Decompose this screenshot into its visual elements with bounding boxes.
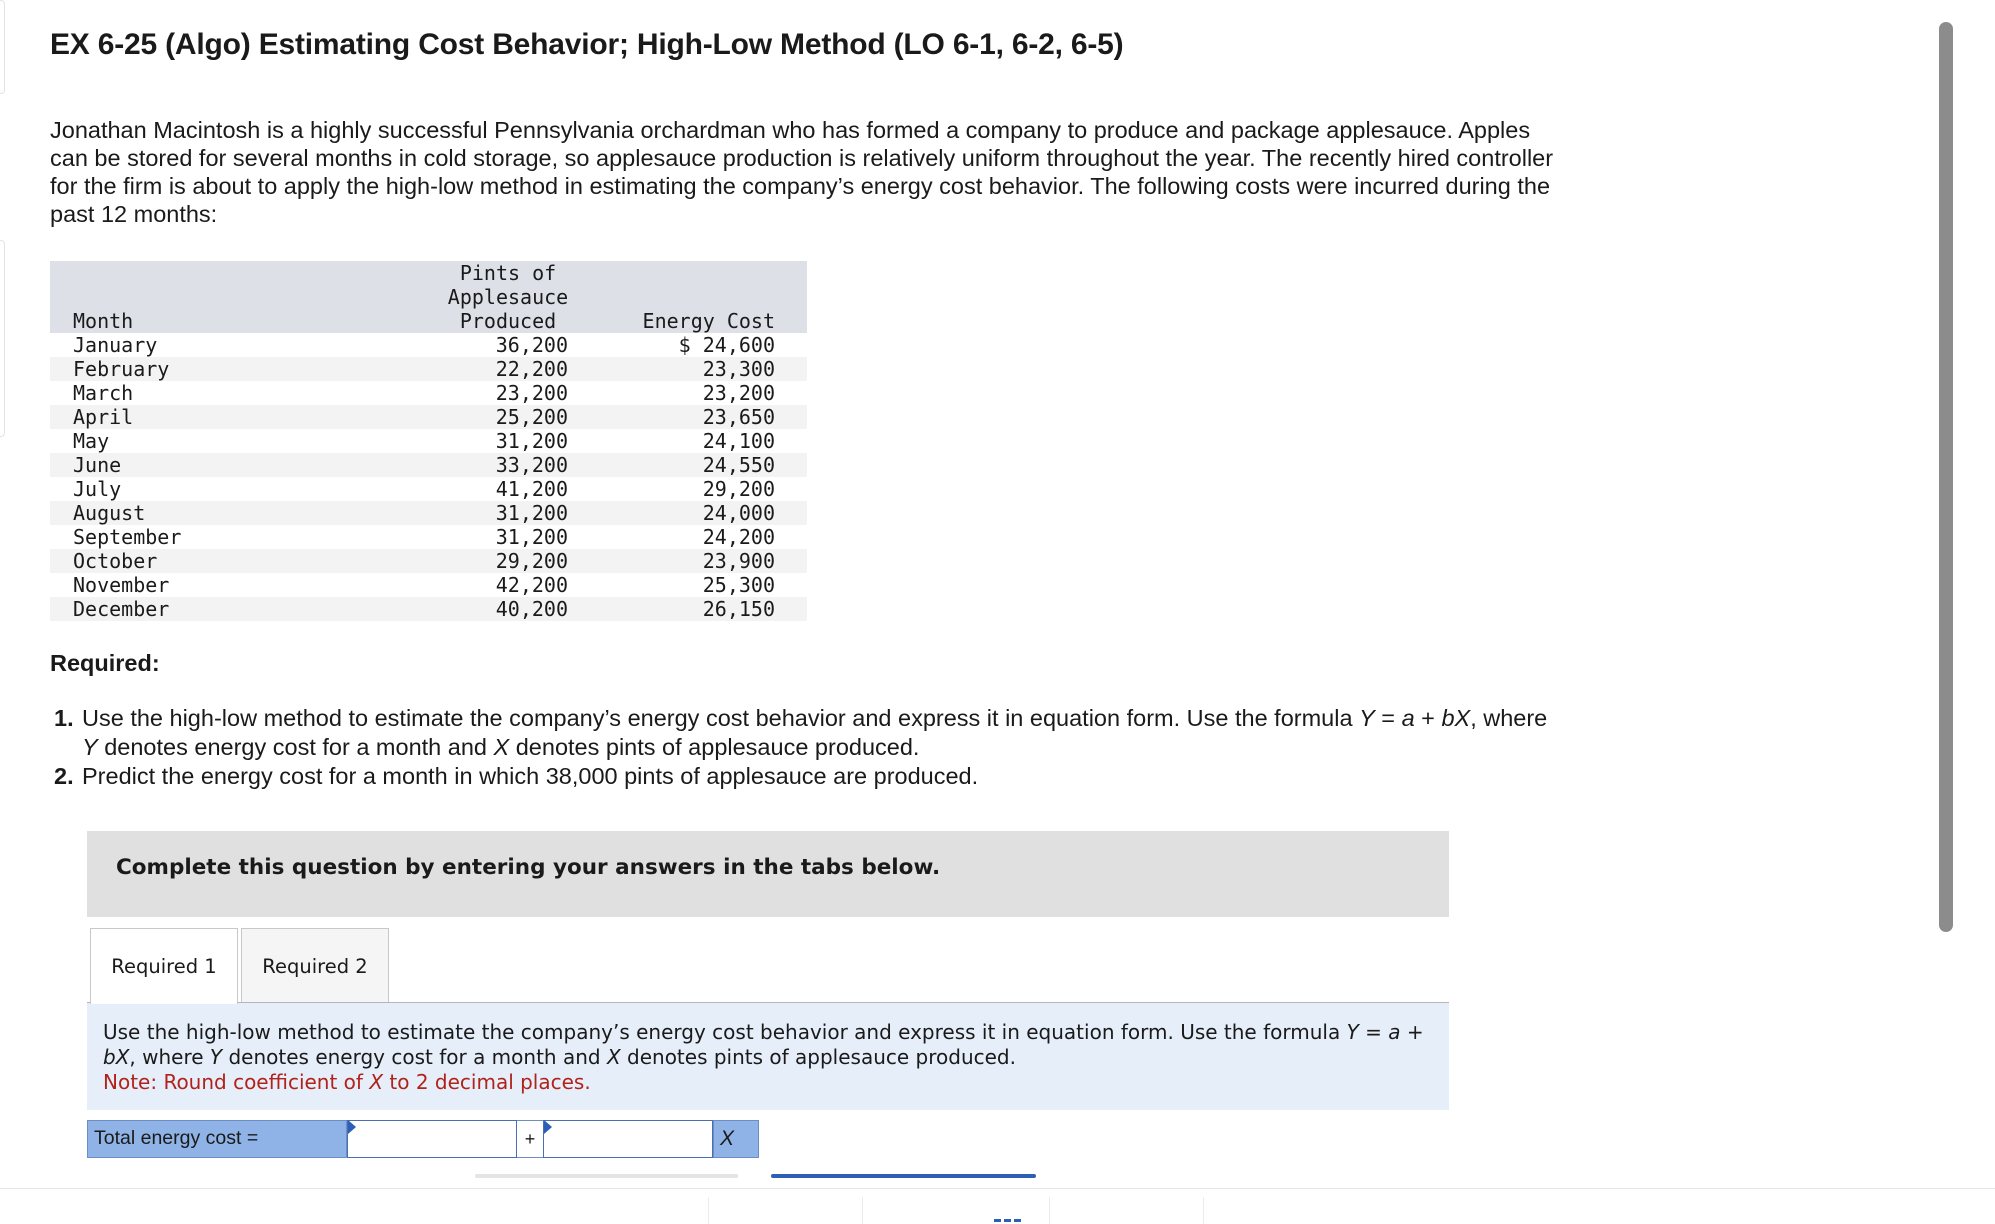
month-cell: December: [50, 597, 373, 621]
pints-header-line: Applesauce: [447, 285, 569, 309]
prev-button-edge[interactable]: [475, 1174, 738, 1178]
requirement-text: denotes energy cost for a month and: [97, 734, 494, 760]
month-cell: May: [50, 429, 373, 453]
panel-text: Use the high-low method to estimate the company’s energy cost behavior and express it in equation form. Use the formula: [103, 1020, 1347, 1044]
energy-cell: 23,900: [568, 549, 807, 573]
pints-cell: 42,200: [373, 573, 568, 597]
table-row: [50, 573, 807, 597]
rounding-note: [103, 1070, 591, 1094]
cost-data-table: [50, 261, 807, 621]
month-cell: November: [50, 573, 373, 597]
toolbar-divider: [862, 1197, 863, 1224]
month-cell: September: [50, 525, 373, 549]
pints-cell: 41,200: [373, 477, 568, 501]
fixed-cost-input[interactable]: [347, 1120, 517, 1158]
energy-cell: 23,650: [568, 405, 807, 429]
pints-cell: 31,200: [373, 429, 568, 453]
fixed-cost-cell: [347, 1120, 517, 1158]
formula-operator: +: [1400, 1020, 1424, 1044]
energy-column-header: Energy Cost: [568, 261, 807, 333]
panel-text: , where: [129, 1045, 210, 1069]
pints-cell: 31,200: [373, 525, 568, 549]
requirement-item: [50, 704, 1560, 762]
note-text: Note: Round coefficient of: [103, 1070, 370, 1094]
formula-variable: X: [493, 734, 510, 760]
requirement-text: , where: [1470, 705, 1548, 731]
pints-cell: 33,200: [373, 453, 568, 477]
month-cell: April: [50, 405, 373, 429]
instructions-banner: Complete this question by entering your answers in the tabs below.: [87, 831, 1449, 917]
formula-variable: Y: [1346, 1020, 1359, 1044]
required-flag-icon: [348, 1120, 356, 1134]
month-cell: June: [50, 453, 373, 477]
month-cell: August: [50, 501, 373, 525]
energy-cell: 26,150: [568, 597, 807, 621]
variable-rate-cell: [543, 1120, 713, 1158]
pints-cell: 22,200: [373, 357, 568, 381]
requirements-list: [50, 704, 1560, 791]
energy-cell: 29,200: [568, 477, 807, 501]
problem-intro: Jonathan Macintosh is a highly successful Pennsylvania orchardman who has formed a company to produce and package applesauce. Apples can be stored for several months in cold storage, so applesauce production is relatively uniform throughout the year. The recently hired controller for the firm is about to apply the high-low method in estimating the company’s energy cost behavior. The following costs were incurred during the past 12 months:: [50, 117, 1554, 227]
formula-variable: bX: [1441, 705, 1471, 731]
requirement-number: 1.: [54, 705, 74, 731]
total-energy-cost-label: Total energy cost =: [87, 1120, 347, 1158]
table-row: [50, 405, 807, 429]
table-row: [50, 357, 807, 381]
vertical-scrollbar[interactable]: [1939, 22, 1953, 932]
formula-variable: X: [606, 1045, 621, 1069]
requirement-number: 2.: [54, 763, 74, 789]
month-column-header: Month: [50, 261, 373, 333]
energy-cell: 23,300: [568, 357, 807, 381]
pints-header-line: Produced: [459, 309, 557, 333]
required-flag-icon: [544, 1120, 552, 1134]
tab-required-1[interactable]: [90, 928, 238, 1004]
equation-answer-row: [87, 1120, 759, 1158]
tab-panel-required-1: [87, 1002, 1449, 1110]
pints-cell: 31,200: [373, 501, 568, 525]
requirement-item: [50, 762, 1560, 791]
month-cell: March: [50, 381, 373, 405]
x-variable-label: X: [713, 1120, 759, 1158]
pints-cell: 25,200: [373, 405, 568, 429]
formula-variable: X: [369, 1070, 384, 1094]
tab-label: Required 1: [111, 955, 217, 978]
table-row: [50, 381, 807, 405]
tab-label: Required 2: [262, 954, 368, 978]
plus-sign: +: [517, 1120, 543, 1158]
energy-cell: 24,100: [568, 429, 807, 453]
formula-variable: Y: [82, 734, 98, 760]
month-cell: January: [50, 333, 373, 357]
pagination-dots-icon[interactable]: [994, 1219, 1022, 1222]
toolbar-divider: [1049, 1197, 1050, 1224]
pints-cell: 36,200: [373, 333, 568, 357]
requirement-text: denotes pints of applesauce produced.: [509, 734, 920, 760]
table-row: [50, 429, 807, 453]
note-text: to 2 decimal places.: [383, 1070, 591, 1094]
table-row: [50, 549, 807, 573]
table-row: [50, 525, 807, 549]
formula-variable: Y: [1359, 705, 1375, 731]
pints-cell: 23,200: [373, 381, 568, 405]
left-edge-tab: [0, 0, 5, 94]
energy-cell: $ 24,600: [568, 333, 807, 357]
energy-cell: 23,200: [568, 381, 807, 405]
formula-operator: +: [1414, 705, 1442, 731]
table-header-row: [50, 261, 807, 333]
pints-cell: 40,200: [373, 597, 568, 621]
month-cell: October: [50, 549, 373, 573]
page-title: EX 6-25 (Algo) Estimating Cost Behavior; High-Low Method (LO 6-1, 6-2, 6-5): [50, 28, 1124, 61]
next-button-edge[interactable]: [771, 1174, 1036, 1178]
table-row: [50, 597, 807, 621]
formula-variable: bX: [103, 1045, 130, 1069]
month-cell: July: [50, 477, 373, 501]
variable-rate-input[interactable]: [543, 1120, 713, 1158]
energy-cell: 24,200: [568, 525, 807, 549]
toolbar-divider: [1203, 1197, 1204, 1224]
required-heading: Required:: [50, 650, 160, 676]
panel-text: denotes energy cost for a month and: [222, 1045, 607, 1069]
energy-cell: 25,300: [568, 573, 807, 597]
table-row: [50, 453, 807, 477]
table-row: [50, 333, 807, 357]
panel-text: denotes pints of applesauce produced.: [620, 1045, 1016, 1069]
formula-variable: a: [1388, 1020, 1401, 1044]
requirement-text: Use the high-low method to estimate the company’s energy cost behavior and express it in equation form. Use the formula: [82, 705, 1360, 731]
tab-required-2[interactable]: [241, 928, 389, 1003]
table-row: [50, 477, 807, 501]
formula-operator: =: [1374, 705, 1402, 731]
month-cell: February: [50, 357, 373, 381]
toolbar-divider: [708, 1197, 709, 1224]
pints-cell: 29,200: [373, 549, 568, 573]
table-row: [50, 501, 807, 525]
pints-header-line: Pints of: [459, 261, 557, 285]
left-edge-tab: [0, 240, 5, 437]
formula-operator: =: [1358, 1020, 1389, 1044]
requirement-text: Predict the energy cost for a month in which 38,000 pints of applesauce are produced.: [82, 763, 979, 789]
formula-variable: a: [1401, 705, 1415, 731]
energy-cell: 24,550: [568, 453, 807, 477]
pints-column-header: [373, 261, 568, 333]
formula-variable: Y: [209, 1045, 223, 1069]
energy-cell: 24,000: [568, 501, 807, 525]
